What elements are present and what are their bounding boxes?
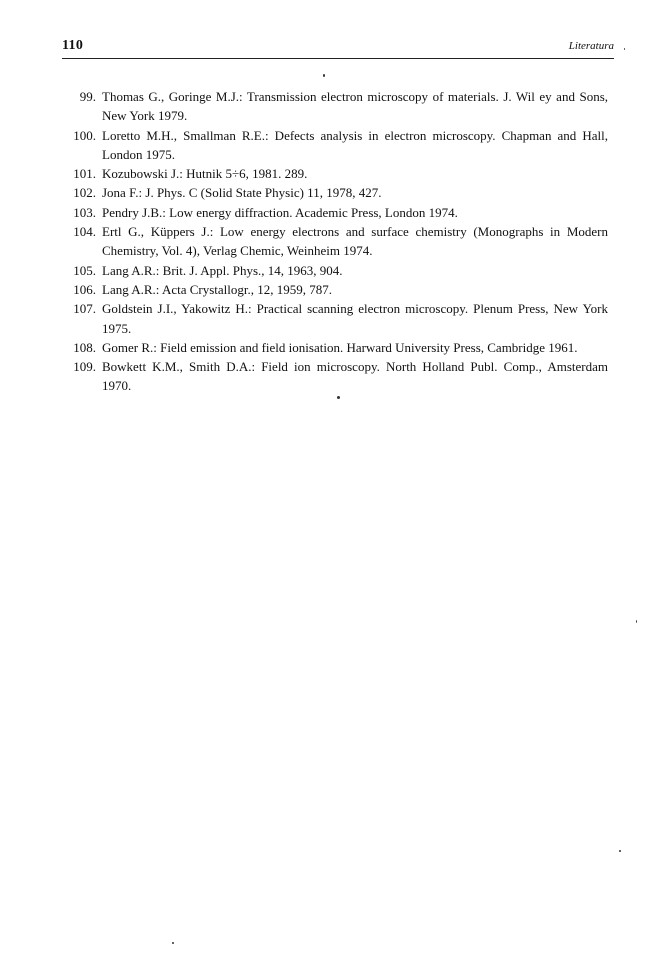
running-head: Literatura [568,40,614,52]
reference-item [62,164,608,183]
reference-item [62,203,608,222]
reference-item [62,87,608,126]
reference-number: 100. [73,127,96,143]
reference-text: Loretto M.H., Smallman R.E.: Defects analysis in electron microscopy. Chapman and Hall, London 1975. [102,127,608,162]
reference-item [62,222,608,261]
reference-item [62,299,608,338]
scan-speck [636,620,637,623]
reference-text: Pendry J.B.: Low energy diffraction. Academic Press, London 1974. [102,204,458,220]
reference-text: Bowkett K.M., Smith D.A.: Field ion microscopy. North Holland Publ. Comp., Amsterdam 1970. [102,359,608,394]
reference-number: 109. [73,359,96,375]
reference-text: Kozubowski J.: Hutnik 5÷6, 1981. 289. [102,166,308,182]
reference-text: Ertl G., Küppers J.: Low energy electrons and surface chemistry (Monographs in Modern Chemistry, Vol. 4), Verlag Chemic, Weinheim 1974. [102,224,608,259]
reference-number: 104. [73,224,96,240]
reference-text: Jona F.: J. Phys. C (Solid State Physic) 11, 1978, 427. [102,185,382,201]
scan-speck [619,850,621,852]
reference-text: Goldstein J.I., Yakowitz H.: Practical scanning electron microscopy. Plenum Press, New York 1975. [102,301,608,336]
reference-number: 106. [73,281,96,297]
reference-text: Lang A.R.: Brit. J. Appl. Phys., 14, 1963, 904. [102,262,343,278]
reference-item [62,357,608,396]
reference-text: Lang A.R.: Acta Crystallogr., 12, 1959, 787. [102,281,333,297]
reference-item [62,261,608,280]
reference-number: 107. [73,301,96,317]
page-number: 110 [62,38,84,53]
reference-number: 99. [79,89,96,104]
reference-item [62,126,608,165]
reference-number: 103. [73,204,96,220]
reference-item [62,280,608,299]
reference-item [62,183,608,202]
scan-speck [323,74,325,77]
reference-item [62,338,608,357]
page-header [62,36,614,59]
reference-number: 102. [73,185,96,201]
reference-number: 105. [73,262,96,278]
scan-speck [172,942,174,944]
reference-number: 108. [73,339,96,355]
scan-speck [624,48,625,50]
reference-number: 101. [73,166,96,182]
scan-speck [337,396,340,399]
reference-text: Thomas G., Goringe M.J.: Transmission electron microscopy of materials. J. Wil ey and Sons, New York 1979. [102,89,608,124]
reference-list [62,87,608,396]
reference-text: Gomer R.: Field emission and field ionisation. Harward University Press, Cambridge 1961. [102,339,578,355]
